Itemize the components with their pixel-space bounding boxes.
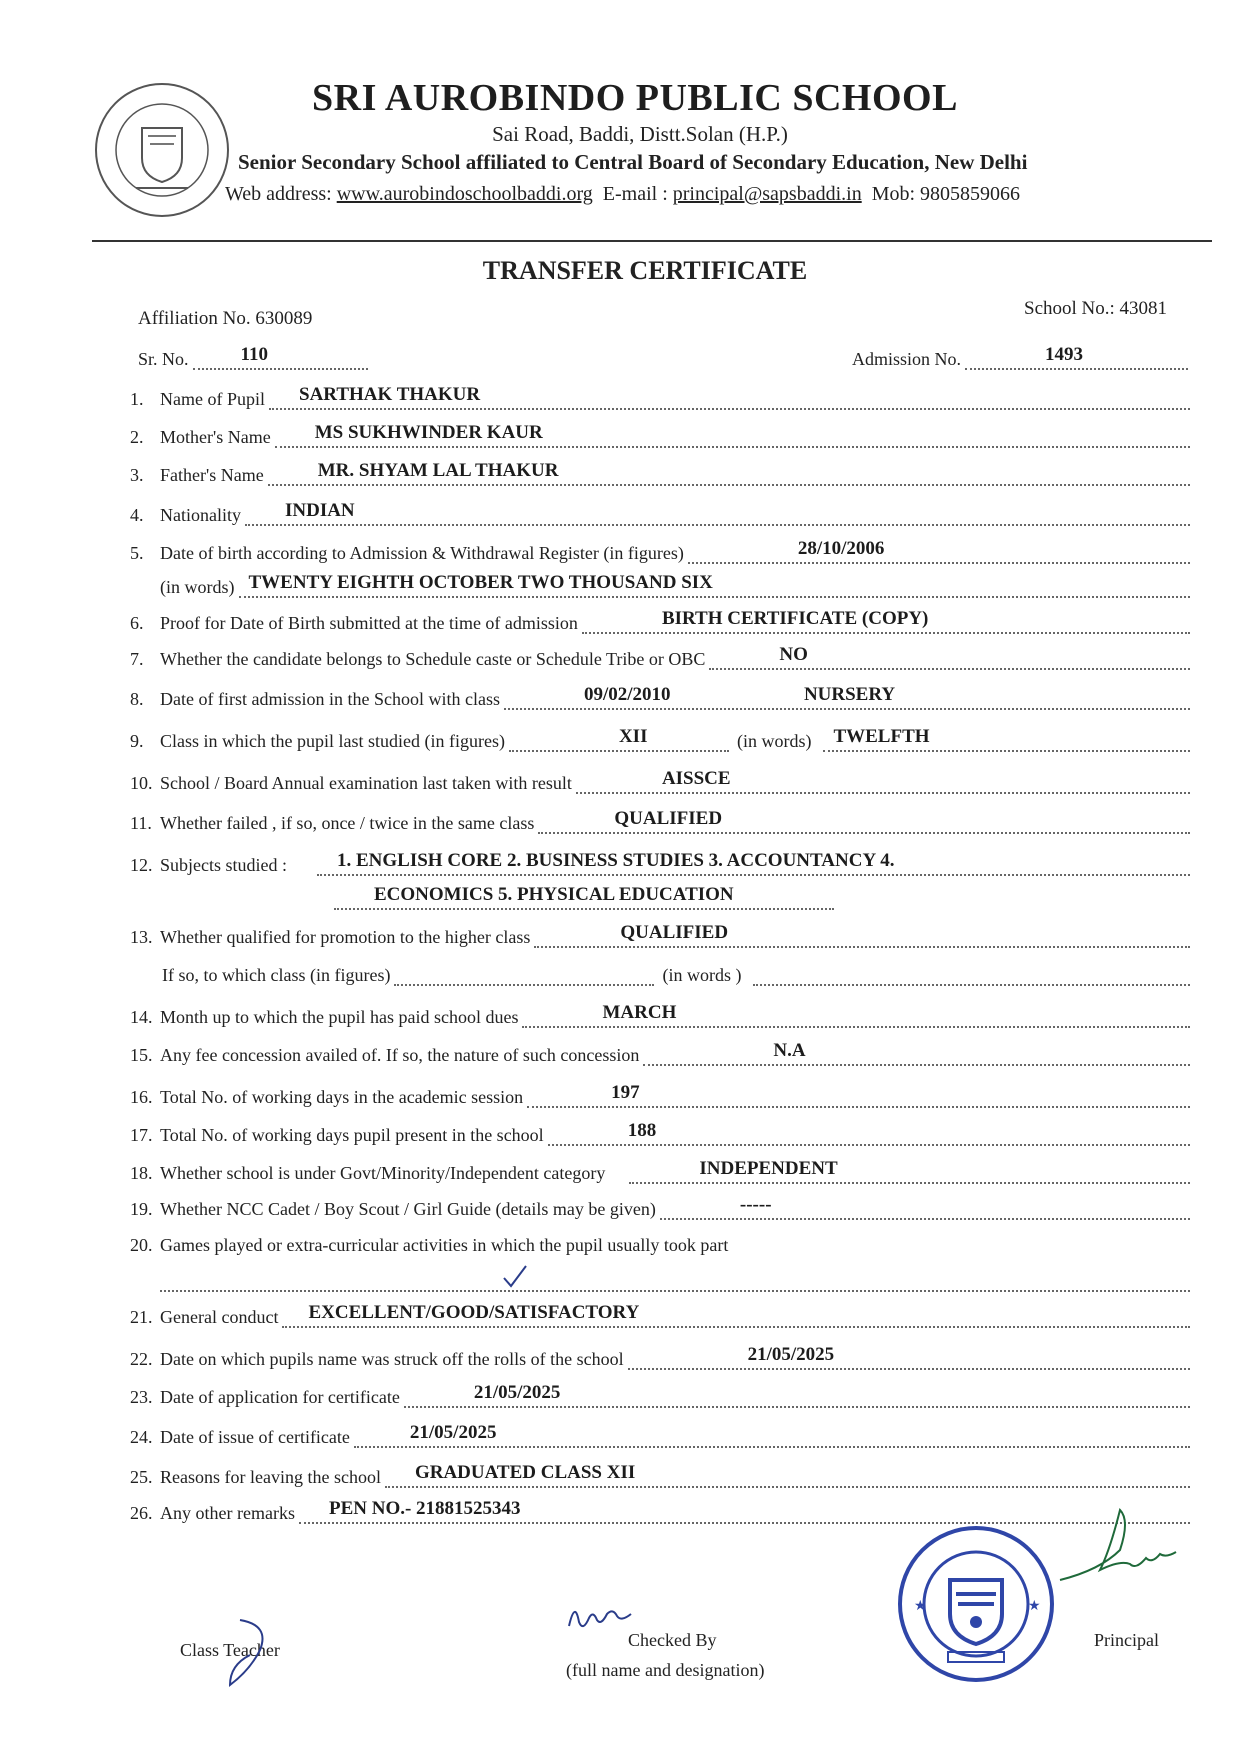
field-number: 20. bbox=[130, 1235, 153, 1255]
sr-no-row bbox=[138, 340, 368, 370]
field-row-13 bbox=[130, 918, 1190, 948]
days-present: 188 bbox=[627, 1120, 657, 1141]
school-affiliation: Senior Secondary School affiliated to Central Board of Secondary Education, New Delhi bbox=[238, 150, 1028, 174]
ncc-details: ----- bbox=[739, 1194, 772, 1215]
class-teacher-label: Class Teacher bbox=[180, 1640, 280, 1660]
promotion-status: QUALIFIED bbox=[620, 922, 729, 943]
field-number: 19. bbox=[130, 1199, 153, 1219]
field-label: (in words) bbox=[160, 577, 235, 597]
field-label: Whether school is under Govt/Minority/Independent category bbox=[160, 1163, 606, 1183]
other-remarks: PEN NO.- 21881525343 bbox=[328, 1498, 521, 1519]
field-row-22 bbox=[130, 1340, 1190, 1370]
checked-by-label: Checked By bbox=[628, 1630, 717, 1650]
field-number: 24. bbox=[130, 1427, 153, 1447]
field-row-17 bbox=[130, 1116, 1190, 1146]
field-label: Nationality bbox=[160, 505, 241, 525]
school-name: SRI AUROBINDO PUBLIC SCHOOL bbox=[312, 77, 958, 119]
admission-no-row bbox=[852, 340, 1188, 370]
mother-name: MS SUKHWINDER KAUR bbox=[314, 422, 543, 443]
contact-line bbox=[225, 183, 1020, 206]
field-row-13b bbox=[162, 956, 1190, 986]
dob-figures: 28/10/2006 bbox=[797, 538, 885, 559]
field-label: Reasons for leaving the school bbox=[160, 1467, 381, 1487]
field-label: (in words) bbox=[736, 731, 812, 751]
pupil-name: SARTHAK THAKUR bbox=[299, 384, 481, 405]
general-conduct: EXCELLENT/GOOD/SATISFACTORY bbox=[308, 1302, 640, 1323]
field-row-16 bbox=[130, 1078, 1190, 1108]
checked-by-note: (full name and designation) bbox=[566, 1660, 765, 1680]
field-row-21 bbox=[130, 1298, 1190, 1328]
sr-no-label: Sr. No. bbox=[138, 349, 189, 369]
field-label: Any other remarks bbox=[160, 1503, 295, 1523]
field-number: 10. bbox=[130, 773, 153, 793]
field-row-11 bbox=[130, 804, 1190, 834]
field-label: Date of application for certificate bbox=[160, 1387, 400, 1407]
tick-mark-icon bbox=[500, 1262, 530, 1297]
field-row-2 bbox=[130, 418, 1190, 448]
admission-no-label: Admission No. bbox=[852, 349, 962, 369]
field-label: Whether failed , if so, once / twice in the same class bbox=[160, 813, 535, 833]
last-class-figures: XII bbox=[618, 726, 648, 747]
principal-signature-icon bbox=[1050, 1500, 1190, 1605]
field-row-20-line bbox=[160, 1262, 1190, 1292]
website-link[interactable]: www.aurobindoschoolbaddi.org bbox=[336, 183, 593, 205]
svg-text:★: ★ bbox=[1028, 1598, 1041, 1614]
field-number: 17. bbox=[130, 1125, 153, 1145]
father-name: MR. SHYAM LAL THAKUR bbox=[317, 460, 559, 481]
subjects-line-2: ECONOMICS 5. PHYSICAL EDUCATION bbox=[374, 884, 734, 905]
last-class-words: TWELFTH bbox=[833, 726, 930, 747]
field-number: 16. bbox=[130, 1087, 153, 1107]
field-number: 9. bbox=[130, 731, 144, 751]
svg-text:★: ★ bbox=[914, 1598, 927, 1614]
category-value: NO bbox=[779, 644, 808, 665]
field-label: Date of issue of certificate bbox=[160, 1427, 350, 1447]
field-row-24 bbox=[130, 1418, 1190, 1448]
field-row-5 bbox=[130, 534, 1190, 564]
field-row-4 bbox=[130, 496, 1190, 526]
struck-off-date: 21/05/2025 bbox=[747, 1344, 835, 1365]
field-number: 5. bbox=[130, 543, 144, 563]
issue-date: 21/05/2025 bbox=[409, 1422, 497, 1443]
field-number: 8. bbox=[130, 689, 144, 709]
field-label: Whether the candidate belongs to Schedule caste or Schedule Tribe or OBC bbox=[160, 649, 706, 669]
field-number: 3. bbox=[130, 465, 144, 485]
dues-month: MARCH bbox=[602, 1002, 677, 1023]
header-divider bbox=[92, 240, 1212, 242]
field-row-15 bbox=[130, 1036, 1190, 1066]
exam-result: AISSCE bbox=[661, 768, 731, 789]
dob-proof: BIRTH CERTIFICATE (COPY) bbox=[661, 608, 929, 629]
field-number: 7. bbox=[130, 649, 144, 669]
class-teacher-signature-icon bbox=[220, 1610, 280, 1695]
field-row-20 bbox=[130, 1226, 1190, 1256]
first-admission-date: 09/02/2010 bbox=[583, 684, 671, 705]
field-number: 14. bbox=[130, 1007, 153, 1027]
field-row-18 bbox=[130, 1154, 1190, 1184]
field-number: 11. bbox=[130, 813, 152, 833]
field-number: 1. bbox=[130, 389, 144, 409]
field-number: 18. bbox=[130, 1163, 153, 1183]
field-label: Month up to which the pupil has paid school dues bbox=[160, 1007, 519, 1027]
admission-no-value: 1493 bbox=[1045, 344, 1084, 365]
field-label: General conduct bbox=[160, 1307, 279, 1327]
field-row-23 bbox=[130, 1378, 1190, 1408]
failed-status: QUALIFIED bbox=[614, 808, 723, 829]
field-label: Whether qualified for promotion to the higher class bbox=[160, 927, 531, 947]
field-row-8 bbox=[130, 680, 1190, 710]
first-admission-class: NURSERY bbox=[803, 684, 896, 705]
field-label: Total No. of working days pupil present in the school bbox=[160, 1125, 544, 1145]
field-row-12b bbox=[330, 880, 1190, 910]
school-address: Sai Road, Baddi, Distt.Solan (H.P.) bbox=[492, 122, 788, 146]
field-row-26 bbox=[130, 1494, 1190, 1524]
field-number: 25. bbox=[130, 1467, 153, 1487]
field-number: 12. bbox=[130, 855, 153, 875]
application-date: 21/05/2025 bbox=[473, 1382, 561, 1403]
working-days: 197 bbox=[611, 1082, 640, 1103]
field-number: 6. bbox=[130, 613, 144, 633]
school-number: School No.: 43081 bbox=[1024, 298, 1168, 319]
field-row-25 bbox=[130, 1458, 1190, 1488]
field-label: Date of first admission in the School with class bbox=[160, 689, 500, 709]
field-row-7 bbox=[130, 640, 1190, 670]
school-seal-stamp bbox=[896, 1524, 1056, 1684]
leaving-reason: GRADUATED CLASS XII bbox=[414, 1462, 636, 1483]
field-label: Father's Name bbox=[160, 465, 264, 485]
field-row-10 bbox=[130, 764, 1190, 794]
certificate-title: TRANSFER CERTIFICATE bbox=[482, 256, 808, 285]
dob-words: TWENTY EIGHTH OCTOBER TWO THOUSAND SIX bbox=[248, 572, 713, 593]
field-label: Total No. of working days in the academic session bbox=[160, 1087, 524, 1107]
field-label: (in words ) bbox=[662, 965, 742, 985]
field-label: Whether NCC Cadet / Boy Scout / Girl Guide (details may be given) bbox=[160, 1199, 656, 1219]
field-number: 22. bbox=[130, 1349, 153, 1369]
field-label: Date of birth according to Admission & Withdrawal Register (in figures) bbox=[160, 543, 684, 563]
affiliation-number: Affiliation No. 630089 bbox=[138, 308, 313, 329]
subjects-line-1: 1. ENGLISH CORE 2. BUSINESS STUDIES 3. ACCOUNTANCY 4. bbox=[337, 850, 895, 871]
field-label: School / Board Annual examination last taken with result bbox=[160, 773, 572, 793]
principal-label: Principal bbox=[1094, 1630, 1159, 1650]
field-number: 21. bbox=[130, 1307, 153, 1327]
field-row-12 bbox=[130, 846, 1190, 876]
field-number: 13. bbox=[130, 927, 153, 947]
field-row-3 bbox=[130, 456, 1190, 486]
field-label: Name of Pupil bbox=[160, 389, 265, 409]
field-row-5b bbox=[160, 568, 1190, 598]
field-label: If so, to which class (in figures) bbox=[162, 965, 391, 985]
field-label: Date on which pupils name was struck off the rolls of the school bbox=[160, 1349, 624, 1369]
field-row-6 bbox=[130, 604, 1190, 634]
nationality: INDIAN bbox=[284, 500, 355, 521]
field-label: Subjects studied : bbox=[160, 855, 287, 875]
field-row-14 bbox=[130, 998, 1190, 1028]
field-label: Mother's Name bbox=[160, 427, 271, 447]
fee-concession: N.A bbox=[773, 1040, 806, 1061]
field-number: 26. bbox=[130, 1503, 153, 1523]
field-label: Games played or extra-curricular activities in which the pupil usually took part bbox=[160, 1235, 729, 1255]
field-label: Proof for Date of Birth submitted at the time of admission bbox=[160, 613, 578, 633]
field-number: 23. bbox=[130, 1387, 153, 1407]
field-number: 15. bbox=[130, 1045, 153, 1065]
field-label: Any fee concession availed of. If so, the nature of such concession bbox=[160, 1045, 640, 1065]
field-number: 4. bbox=[130, 505, 144, 525]
web-label: Web address: bbox=[225, 183, 332, 205]
sr-no-value: 110 bbox=[240, 344, 268, 365]
field-row-1 bbox=[130, 380, 1190, 410]
mobile-number: Mob: 9805859066 bbox=[871, 183, 1021, 205]
field-number: 2. bbox=[130, 427, 144, 447]
email-label: E-mail : bbox=[602, 183, 668, 205]
school-category: INDEPENDENT bbox=[699, 1158, 838, 1179]
field-row-9 bbox=[130, 722, 1190, 752]
field-label: Class in which the pupil last studied (in figures) bbox=[160, 731, 505, 751]
field-row-19 bbox=[130, 1190, 1190, 1220]
email-link[interactable]: principal@sapsbaddi.in bbox=[672, 183, 862, 205]
